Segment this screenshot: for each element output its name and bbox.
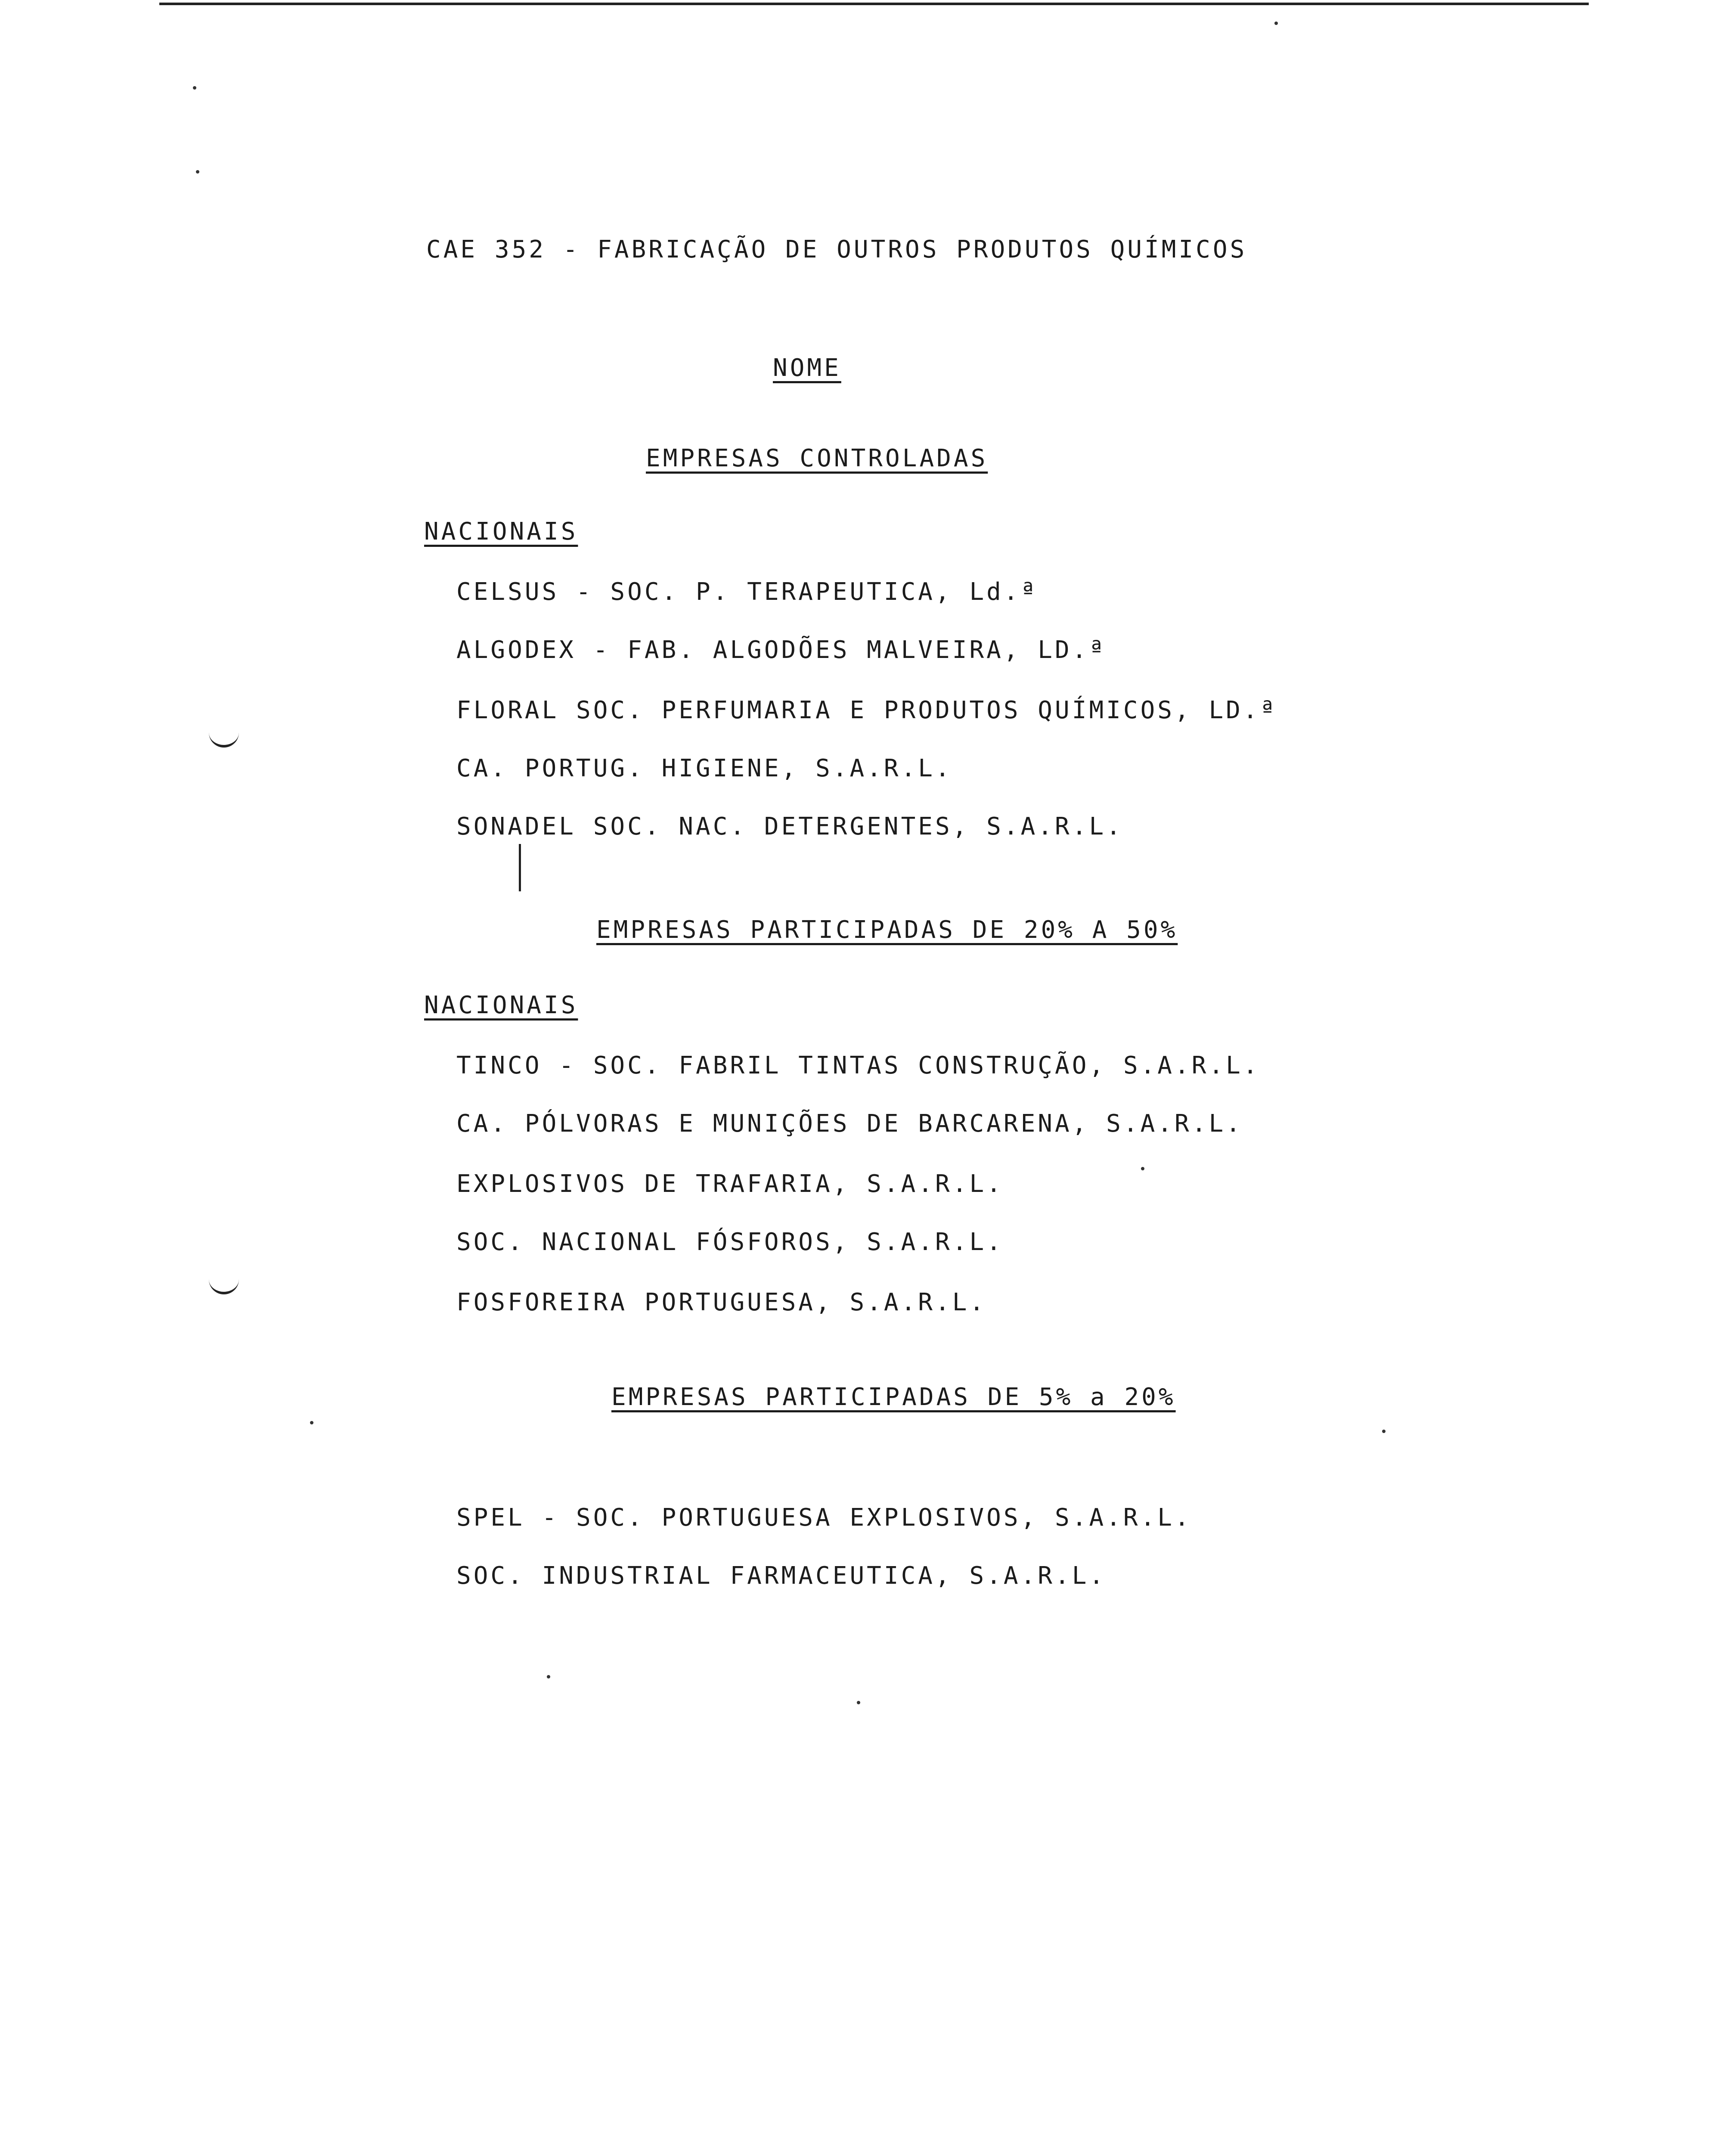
company-entry: SPEL - SOC. PORTUGUESA EXPLOSIVOS, S.A.R.L. — [456, 1504, 1192, 1532]
company-entry: SONADEL SOC. NAC. DETERGENTES, S.A.R.L. — [456, 813, 1123, 841]
scan-speck — [547, 1675, 550, 1678]
company-entry: CA. PÓLVORAS E MUNIÇÕES DE BARCARENA, S.A.R.L. — [456, 1110, 1243, 1138]
column-header: NOME — [773, 354, 841, 382]
section-heading: EMPRESAS CONTROLADAS — [646, 444, 988, 472]
company-entry: ALGODEX - FAB. ALGODÕES MALVEIRA, LD.ª — [456, 636, 1107, 664]
scan-speck — [310, 1421, 313, 1424]
company-entry: CELSUS - SOC. P. TERAPEUTICA, Ld.ª — [456, 578, 1038, 606]
document-title: CAE 352 - FABRICAÇÃO DE OUTROS PRODUTOS QUÍMICOS — [426, 236, 1247, 264]
section-heading: EMPRESAS PARTICIPADAS DE 20% A 50% — [596, 916, 1178, 944]
scan-speck — [196, 170, 199, 174]
punch-hole-upper — [209, 728, 239, 748]
handwritten-mark — [519, 844, 521, 891]
section-subheading: NACIONAIS — [424, 518, 578, 546]
company-entry: FLORAL SOC. PERFUMARIA E PRODUTOS QUÍMICOS, LD.ª — [456, 696, 1277, 724]
company-entry: SOC. INDUSTRIAL FARMACEUTICA, S.A.R.L. — [456, 1562, 1107, 1590]
scan-speck — [1382, 1430, 1386, 1433]
company-entry: FOSFOREIRA PORTUGUESA, S.A.R.L. — [456, 1288, 987, 1316]
section-heading: EMPRESAS PARTICIPADAS DE 5% a 20% — [611, 1383, 1176, 1411]
section-subheading: NACIONAIS — [424, 991, 578, 1019]
punch-hole-lower — [209, 1275, 239, 1294]
scan-speck — [193, 86, 196, 90]
company-entry: CA. PORTUG. HIGIENE, S.A.R.L. — [456, 754, 952, 782]
scan-speck — [1274, 22, 1278, 25]
company-entry: EXPLOSIVOS DE TRAFARIA, S.A.R.L. — [456, 1170, 1004, 1198]
scan-speck — [857, 1701, 860, 1704]
scan-speck — [1141, 1167, 1144, 1170]
top-border-line — [159, 3, 1589, 5]
company-entry: SOC. NACIONAL FÓSFOROS, S.A.R.L. — [456, 1228, 1004, 1256]
company-entry: TINCO - SOC. FABRIL TINTAS CONSTRUÇÃO, S.A.R.L. — [456, 1052, 1260, 1080]
